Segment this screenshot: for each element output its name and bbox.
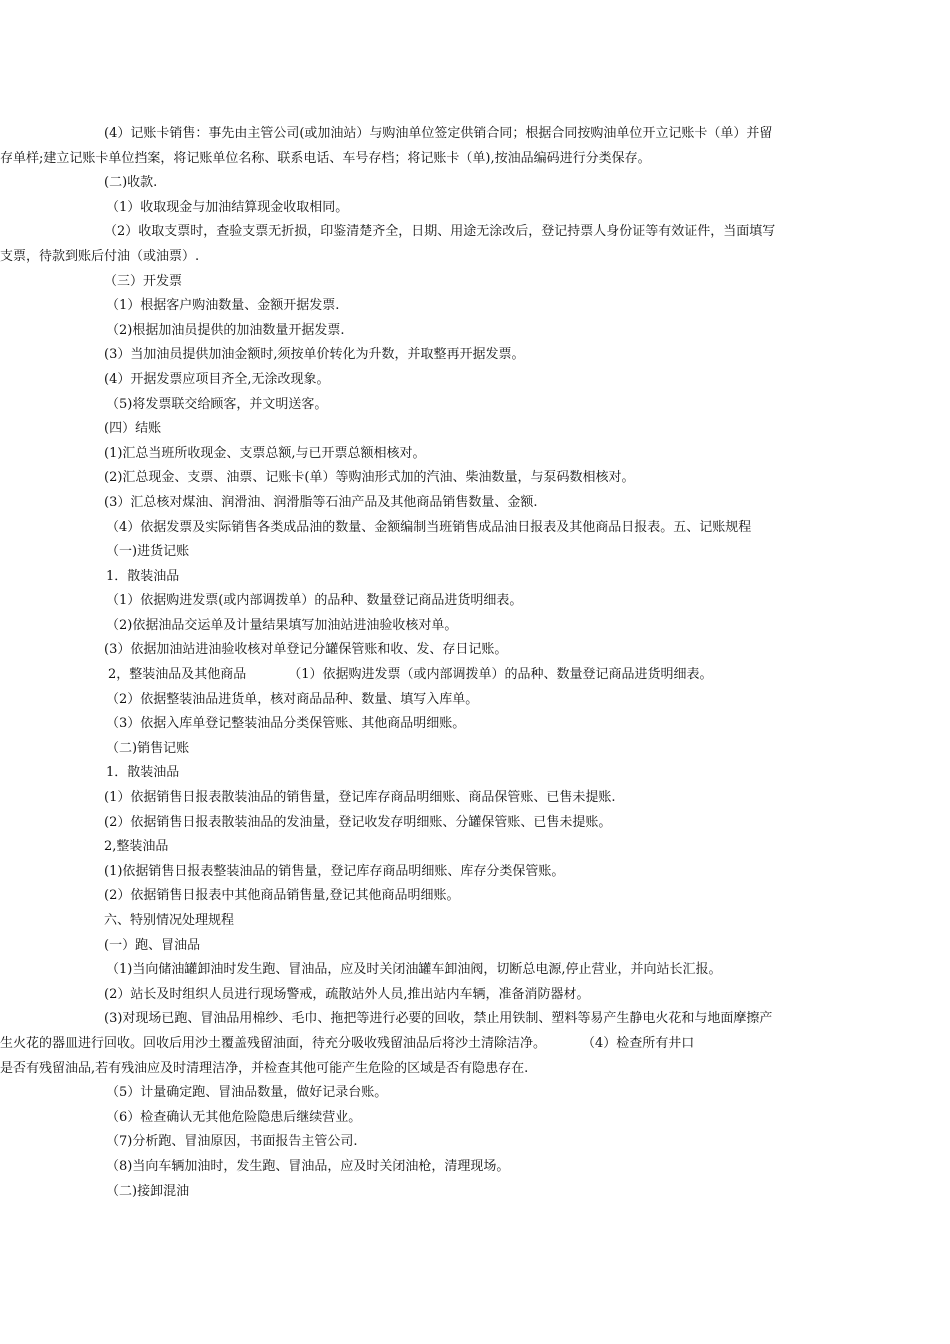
paragraph: (3）当加油员提供加油金额时,须按单价转化为升数，并取整再开据发票。	[104, 347, 525, 363]
paragraph: (2）依据销售日报表散装油品的发油量，登记收发存明细账、分罐保管账、已售未提账。	[104, 814, 612, 830]
paragraph: (1）依据销售日报表散装油品的销售量，登记库存商品明细账、商品保管账、已售未提账.	[104, 790, 616, 806]
paragraph: （4）依据发票及实际销售各类成品油的数量、金额编制当班销售成品油日报表及其他商品日报表。五、记账规程	[106, 519, 752, 535]
paragraph: （7)分析跑、冒油原因，书面报告主管公司.	[106, 1134, 358, 1150]
paragraph: （1）依据购进发票(或内部调拨单）的品种、数量登记商品进货明细表。	[106, 593, 523, 609]
paragraph: (1)依据销售日报表整装油品的销售量，登记库存商品明细账、库存分类保管账。	[104, 863, 565, 879]
document-body	[0, 122, 850, 1204]
paragraph: (1)汇总当班所收现金、支票总额,与已开票总额相核对。	[104, 445, 426, 461]
paragraph: （8)当向车辆加油时，发生跑、冒油品，应及时关闭油枪，清理现场。	[106, 1158, 510, 1174]
section-heading: (一）跑、冒油品	[104, 937, 201, 953]
section-heading: (四）结账	[104, 421, 162, 437]
paragraph: （2)依据油品交运单及计量结果填写加油站进油验收核对单。	[106, 617, 458, 633]
paragraph: （1）根据客户购油数量、金额开据发票.	[106, 298, 340, 314]
paragraph: (2）站长及时组织人员进行现场警戒，疏散站外人员,推出站内车辆，准备消防器材。	[104, 986, 590, 1002]
paragraph: (3）汇总核对煤油、润滑油、润滑脂等石油产品及其他商品销售数量、金额.	[104, 494, 538, 510]
section-heading: （三）开发票	[104, 273, 183, 289]
paragraph	[108, 663, 850, 688]
section-heading: （一)进货记账	[106, 544, 190, 560]
paragraph: (2）依据销售日报表中其他商品销售量,登记其他商品明细账。	[104, 888, 460, 904]
section-heading: 六、特别情况处理规程	[104, 913, 235, 928]
paragraph	[0, 220, 850, 269]
paragraph: （6）检查确认无其他危险隐患后继续营业。	[106, 1109, 362, 1125]
subsection-heading: 2，整装油品及其他商品	[108, 667, 247, 683]
paragraph-continuation: 支票，待款到账后付油（或油票）.	[0, 248, 200, 264]
paragraph: （1)当向储油罐卸油时发生跑、冒油品，应及时关闭油罐车卸油阀，切断总电源,停止营业，并向站长汇报。	[106, 962, 722, 978]
paragraph: （3）依据入库单登记整装油品分类保管账、其他商品明细账。	[106, 716, 466, 732]
paragraph: (4）开据发票应项目齐全,无涂改现象。	[104, 371, 330, 387]
paragraph-continuation	[0, 1032, 850, 1057]
paragraph-line: (4）记账卡销售：事先由主管公司(或加油站）与购油单位签定供销合同；根据合同按购油单位开立记账卡（单）并留	[104, 126, 773, 141]
paragraph-continuation: 是否有残留油品,若有残油应及时清理洁净，并检查其他可能产生危险的区域是否有隐患存在.	[0, 1060, 529, 1076]
section-heading: (二)收款.	[104, 175, 158, 191]
subsection-heading: 2,整装油品	[104, 839, 169, 855]
section-heading: （二)接卸混油	[106, 1183, 190, 1199]
paragraph	[0, 1007, 850, 1081]
paragraph: （1）收取现金与加油结算现金收取相同。	[106, 199, 349, 215]
paragraph-continuation-tail: （4）检查所有井口	[582, 1035, 695, 1051]
paragraph: (2)汇总现金、支票、油票、记账卡(单）等购油形式加的汽油、柴油数量，与泵码数相核对。	[104, 470, 635, 486]
paragraph: (3）依据加油站进油验收核对单登记分罐保管账和收、发、存日记账。	[104, 642, 508, 658]
subsection-heading: 1．散装油品	[106, 765, 180, 781]
paragraph: （5）计量确定跑、冒油品数量，做好记录台账。	[106, 1085, 388, 1101]
paragraph-line: (3)对现场已跑、冒油品用棉纱、毛巾、拖把等进行必要的回收，禁止用铁制、塑料等易产生静电火花和与地面摩擦产	[104, 1011, 773, 1027]
subsection-heading: 1．散装油品	[106, 568, 180, 584]
paragraph-continuation: 存单样;建立记账卡单位挡案，将记账单位名称、联系电话、车号存档；将记账卡（单),按油品编码进行分类保存。	[0, 150, 651, 166]
paragraph: （2)根据加油员提供的加油数量开据发票.	[106, 322, 345, 338]
paragraph: （5)将发票联交给顾客，并文明送客。	[106, 396, 328, 412]
paragraph-continuation-text: 生火花的器皿进行回收。回收后用沙土覆盖残留油面，待充分吸收残留油品后将沙土清除洁净。	[0, 1035, 547, 1051]
section-heading: （二)销售记账	[106, 740, 190, 756]
paragraph	[0, 122, 850, 171]
paragraph-line: （2）收取支票时，查验支票无折损，印鉴清楚齐全，日期、用途无涂改后，登记持票人身份证等有效证件，当面填写	[104, 224, 776, 240]
paragraph: （2）依据整装油品进货单，核对商品品种、数量、填写入库单。	[106, 691, 479, 707]
paragraph-line: （1）依据购进发票（或内部调拨单）的品种、数量登记商品进货明细表。	[288, 667, 713, 683]
